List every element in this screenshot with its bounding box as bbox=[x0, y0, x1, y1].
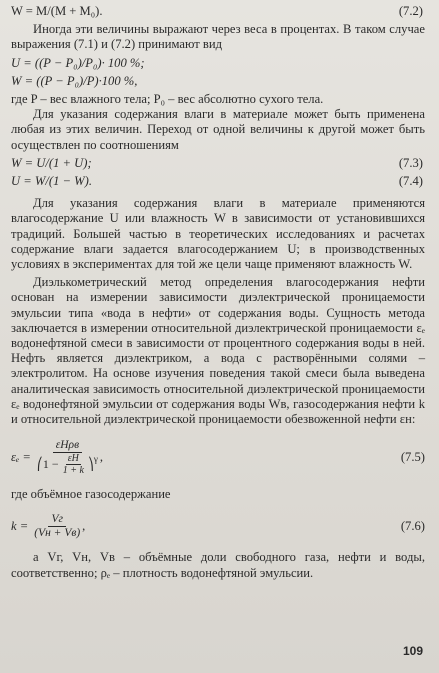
paragraph-5: Диэлькометрический метод определения влагосодержания нефти основан на измерении зависимости диэлектрической проницаемости эмульсии типа «вода в нефти» от содержания воды. Сущность метода заключается в измерении относительной диэлектрической проницаемости εₑ водонефтяной смеси в зависимости от процентного содержания воды в ней. Нефть является диэлектриком, а вода с растворёнными солями – электролитом. На основе изучения поведения такой смеси была выведена аналитическая зависимость относительной диэлектрической проницаемости εₑ водонефтяной эмульсии от содержания воды Wв, газосодержания нефти k и относительной диэлектрической проницаемости обезвоженной нефти εн: bbox=[11, 275, 425, 427]
equation-formula: W = U/(1 + U); bbox=[11, 155, 92, 170]
equation-lhs: εₑ = bbox=[11, 449, 31, 464]
equation-fraction bbox=[32, 513, 82, 540]
fraction-numerator: Vг bbox=[48, 513, 66, 527]
equation-u-percent bbox=[11, 56, 425, 71]
inner-denominator: 1 + k bbox=[62, 464, 84, 476]
inner-fraction bbox=[61, 453, 86, 476]
equation-w-percent bbox=[11, 74, 425, 89]
equation-number: (7.5) bbox=[400, 449, 425, 464]
equation-number: (7.6) bbox=[400, 518, 425, 533]
equation-7-6 bbox=[11, 509, 425, 543]
equation-lhs: k = bbox=[11, 518, 29, 533]
equation-7-2 bbox=[11, 4, 425, 19]
equation-formula: W = ((P − P₀)/P)·100 %, bbox=[11, 73, 138, 88]
equation-number: (7.4) bbox=[398, 174, 423, 189]
fraction-denominator bbox=[35, 453, 100, 476]
page-number: 109 bbox=[402, 643, 423, 658]
fraction-numerator: εНρв bbox=[53, 439, 82, 453]
paragraph-7: а Vг, Vн, Vв – объёмные доли свободного газа, нефти и воды, соответственно; ρₑ – плотность водонефтяной эмульсии. bbox=[11, 550, 425, 580]
equation-number: (7.3) bbox=[398, 155, 423, 170]
paragraph-6: где объёмное газосодержание bbox=[11, 487, 171, 502]
bracket-left: ⎛1 − bbox=[36, 456, 59, 471]
paragraph-2: где P – вес влажного тела; P₀ – вес абсолютно сухого тела. bbox=[11, 92, 324, 107]
inner-numerator: εН bbox=[67, 452, 79, 464]
exponent: γ bbox=[93, 453, 98, 464]
paragraph-1: Иногда эти величины выражают через веса в процентах. В таком случае выражения (7.1) и (7.2) принимают вид bbox=[11, 22, 425, 52]
equation-formula: U = W/(1 − W). bbox=[11, 174, 92, 189]
bracket-right: ⎞ bbox=[87, 456, 94, 471]
paragraph-4: Для указания содержания влаги в материале применяются влагосодержание U или влажность W в зависимости от установившихся традиций. Большей частью в теоретических исследованиях и расчетах содержание влаги задается влагосодержанием U; в производственных условиях в экспериментах для той же цели чаще применяют влажность W. bbox=[11, 196, 425, 272]
equation-tail: , bbox=[99, 449, 104, 464]
equation-fraction bbox=[35, 439, 100, 476]
equation-7-5 bbox=[11, 434, 425, 480]
equation-formula: W = M/(M + M₀). bbox=[11, 4, 103, 18]
paragraph-3: Для указания содержания влаги в материале может быть применена любая из этих величин. Переход от одной величины к другой может быть осуществлен по соотношениям bbox=[11, 107, 425, 152]
equation-7-3 bbox=[11, 156, 425, 171]
equation-tail: , bbox=[82, 518, 86, 533]
equation-formula: U = ((P − P₀)/P₀)· 100 %; bbox=[11, 55, 145, 70]
equation-7-4 bbox=[11, 174, 425, 189]
fraction-denominator: (Vн + Vв) bbox=[34, 526, 81, 539]
equation-number: (7.2) bbox=[398, 4, 423, 18]
